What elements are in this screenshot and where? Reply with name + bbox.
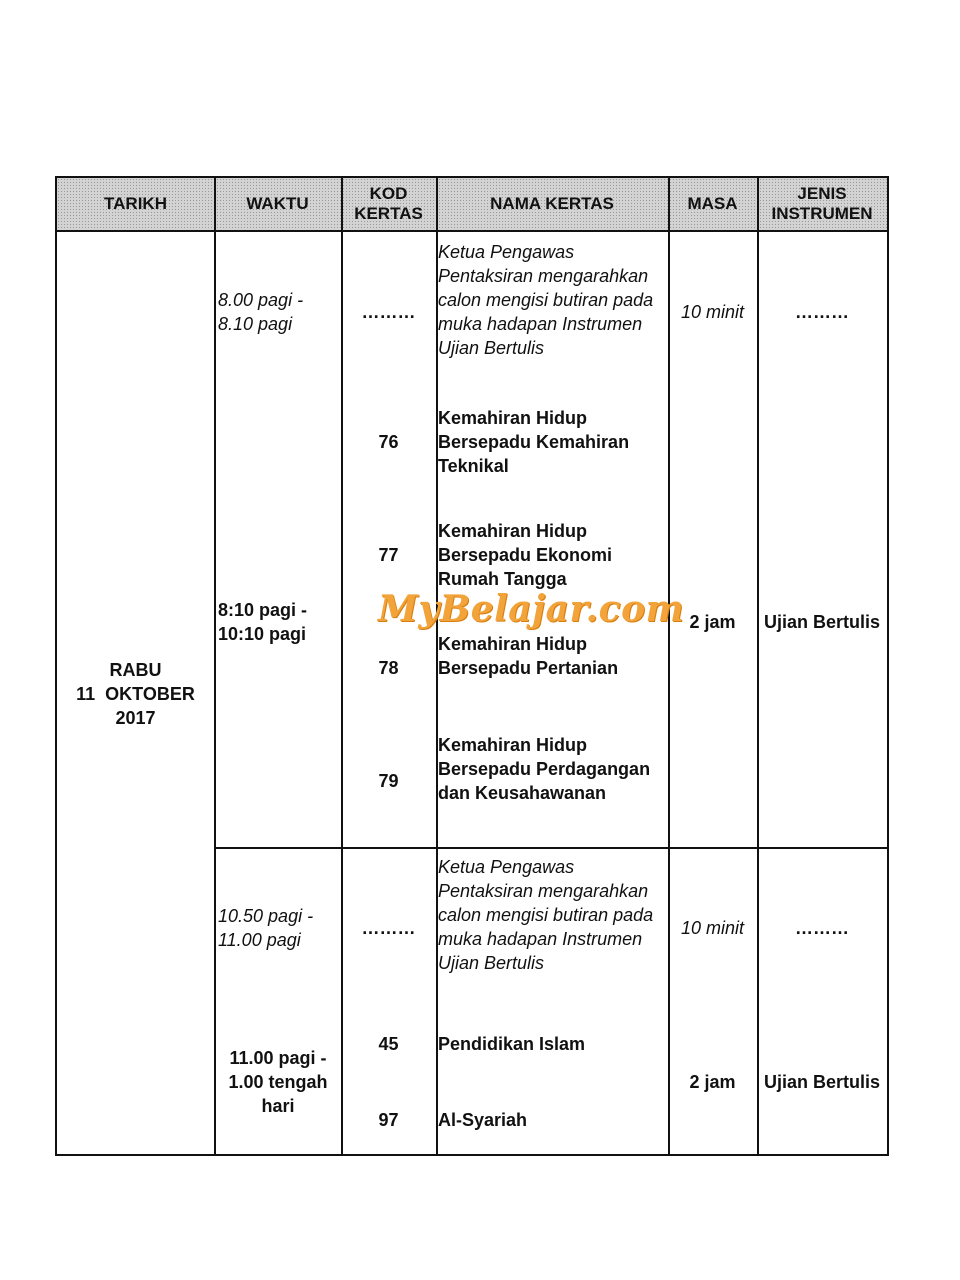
paper-code: 97 — [378, 1110, 399, 1130]
paper-name: Kemahiran Hidup Bersepadu Ekonomi Rumah Tangga — [438, 521, 613, 589]
watermark-logo: MyBelajar.com — [378, 588, 685, 630]
paper-code: 78 — [378, 658, 399, 678]
s1-prep-duration: 10 minit — [680, 302, 745, 322]
paper-name: Kemahiran Hidup Bersepadu Perdagangan dan Keusahawanan — [438, 735, 651, 803]
date-year: 2017 — [115, 708, 156, 728]
s1-prep-time: 8.00 pagi - 8.10 pagi — [218, 290, 304, 334]
column-divider — [214, 178, 216, 1154]
paper-name: Pendidikan Islam — [438, 1034, 586, 1054]
header-nama-kertas: NAMA KERTAS — [490, 194, 614, 213]
paper-code: 45 — [378, 1034, 399, 1054]
date-day: RABU — [109, 660, 162, 680]
header-masa: MASA — [687, 194, 738, 213]
paper-code: 76 — [378, 432, 399, 452]
exam-schedule-table — [55, 176, 889, 1156]
s2-exam-time: 11.00 pagi - 1.00 tengah hari — [228, 1048, 328, 1116]
s2-prep-code: ……… — [361, 918, 416, 938]
s1-exam-time: 8:10 pagi - 10:10 pagi — [218, 600, 308, 644]
header-waktu: WAKTU — [246, 194, 309, 213]
s1-prep-code: ……… — [361, 302, 416, 322]
s2-prep-instrument: ……… — [795, 918, 849, 938]
s1-instrument: Ujian Bertulis — [763, 612, 881, 632]
header-jenis-instrumen: JENIS INSTRUMEN — [771, 184, 873, 223]
s2-prep-instruction: Ketua Pengawas Pentaksiran mengarahkan calon mengisi butiran pada muka hadapan Instrumen Ujian Bertulis — [438, 857, 654, 973]
s1-prep-instruction: Ketua Pengawas Pentaksiran mengarahkan calon mengisi butiran pada muka hadapan Instrumen Ujian Bertulis — [438, 242, 654, 358]
paper-code: 77 — [378, 545, 399, 565]
s1-prep-instrument: ……… — [795, 302, 849, 322]
paper-name: Kemahiran Hidup Bersepadu Kemahiran Teknikal — [438, 408, 630, 476]
paper-name: Al-Syariah — [438, 1110, 528, 1130]
paper-name: Kemahiran Hidup Bersepadu Pertanian — [438, 634, 619, 678]
header-kod-kertas: KOD KERTAS — [354, 184, 423, 223]
column-divider — [668, 178, 670, 1154]
session-divider — [214, 847, 887, 849]
date-date: 11 OKTOBER — [76, 684, 195, 704]
s2-prep-duration: 10 minit — [680, 918, 745, 938]
s2-prep-time: 10.50 pagi - 11.00 pagi — [218, 906, 314, 950]
column-divider — [757, 178, 759, 1154]
s2-duration: 2 jam — [689, 1072, 736, 1092]
s1-duration: 2 jam — [689, 612, 736, 632]
header-tarikh: TARIKH — [104, 194, 167, 213]
s2-instrument: Ujian Bertulis — [763, 1072, 881, 1092]
paper-code: 79 — [378, 771, 399, 791]
